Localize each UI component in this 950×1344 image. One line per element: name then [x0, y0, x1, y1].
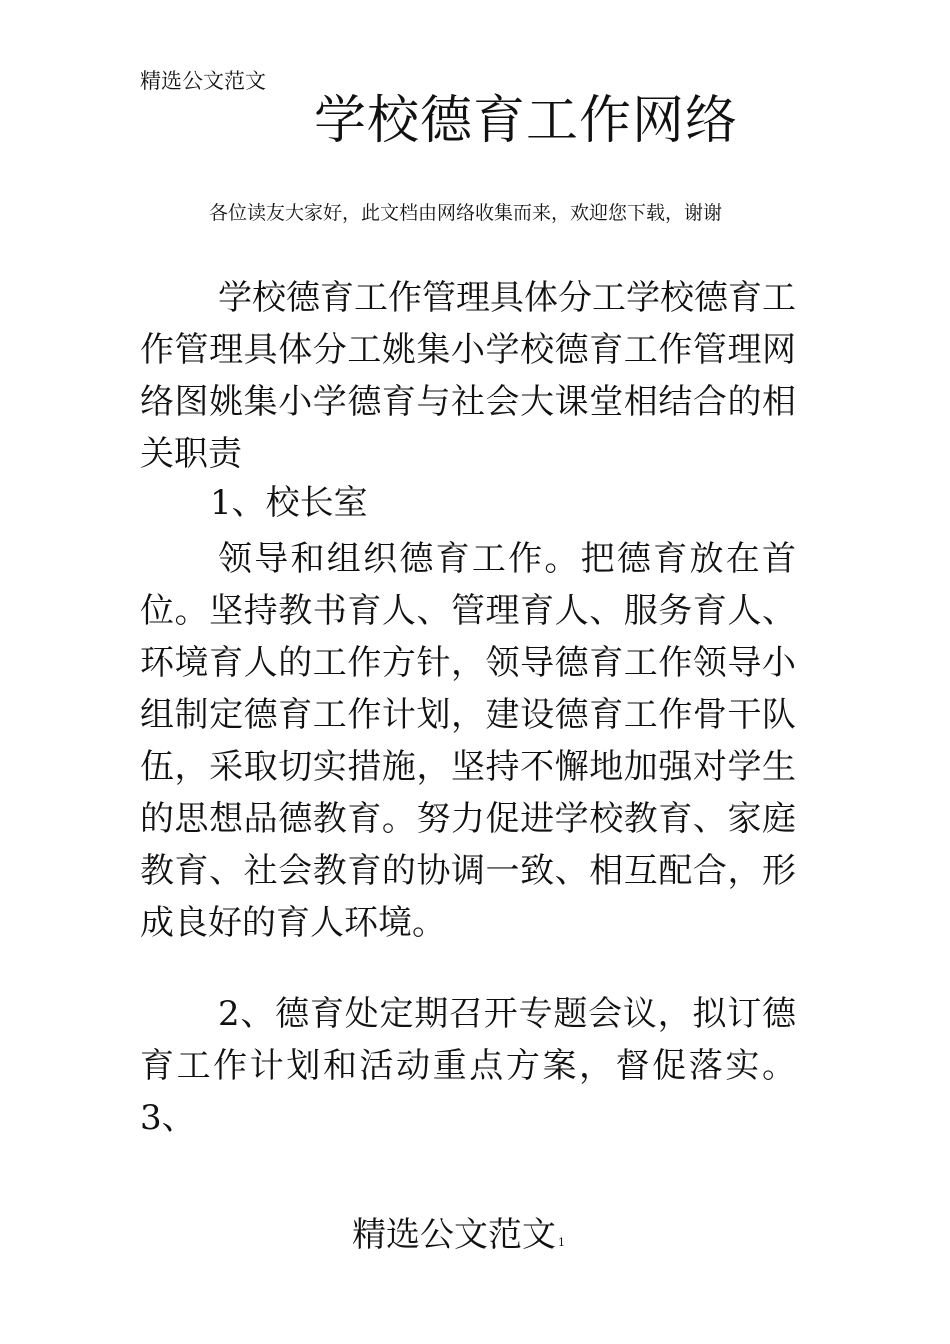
- document-title: 学校德育工作网络: [314, 91, 739, 151]
- page-number: 1: [558, 1236, 565, 1249]
- paragraph-moral-education-office: 2、德育处定期召开专题会议，拟订德育工作计划和活动重点方案，督促落实。3、: [140, 994, 796, 1138]
- paragraph-principal-duties: 领导和组织德育工作。把德育放在首位。坚持教书育人、管理育人、服务育人、环境育人的工作方针，领导德育工作领导小组制定德育工作计划，建设德育工作骨干队伍，采取切实措施，坚持不懈地加强对学生的思想品德教育。努力促进学校教育、家庭教育、社会教育的协调一致、相互配合，形成良好的育人环境。: [140, 539, 796, 943]
- section-heading-principal-office: 1、校长室: [210, 483, 368, 523]
- footer-label: 精选公文范文: [352, 1215, 556, 1255]
- greeting-note: 各位读友大家好，此文档由网络收集而来，欢迎您下载，谢谢: [209, 202, 723, 224]
- footer: [352, 1211, 565, 1267]
- paragraph-intro: 学校德育工作管理具体分工学校德育工作管理具体分工姚集小学校德育工作管理网络图姚集小学德育与社会大课堂相结合的相关职责: [140, 278, 796, 474]
- header-note: 精选公文范文: [140, 69, 266, 93]
